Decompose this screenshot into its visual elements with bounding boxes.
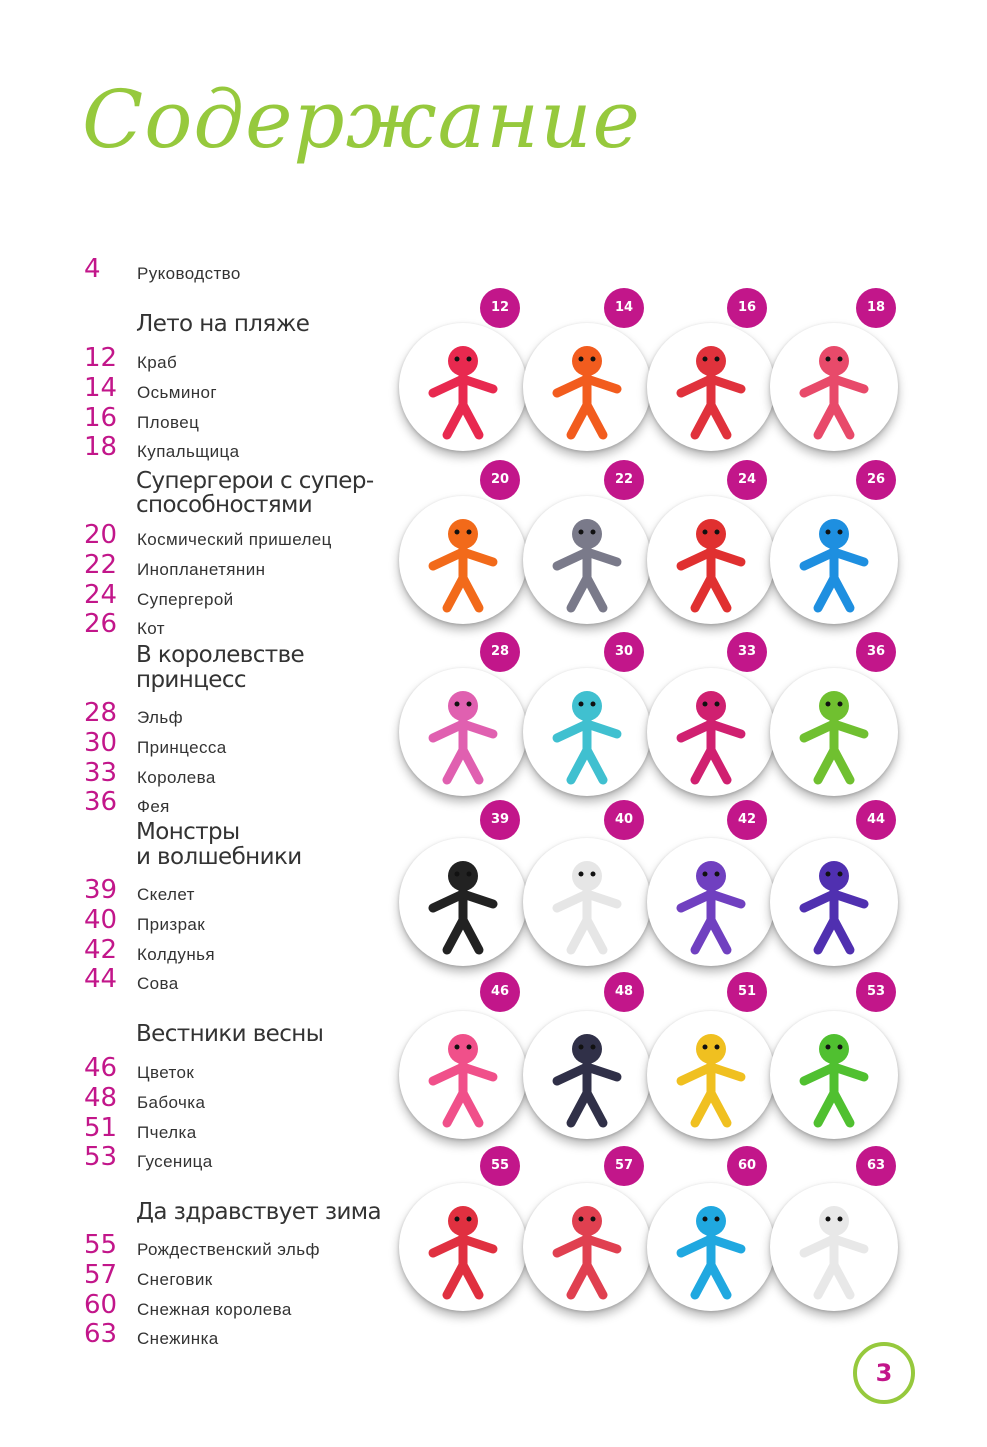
- toc-entry-label: Супергерой: [137, 590, 234, 609]
- thumbnail-page-badge: 57: [604, 1146, 644, 1186]
- project-thumbnail[interactable]: [523, 323, 651, 451]
- thumbnail-page-badge: 44: [856, 800, 896, 840]
- project-thumbnail[interactable]: [647, 323, 775, 451]
- loom-figure-icon: [523, 1011, 651, 1139]
- thumbnail-page-badge: 36: [856, 632, 896, 672]
- toc-page-number: 42: [84, 935, 118, 965]
- thumbnail-page-badge: 42: [727, 800, 767, 840]
- toc-entry-label: Пчелка: [137, 1123, 197, 1142]
- toc-entry-label: Цветок: [137, 1063, 195, 1082]
- toc-section-heading: В королевстве: [136, 642, 305, 668]
- toc-page-number: 44: [84, 964, 118, 994]
- toc-entry-label: Эльф: [137, 708, 184, 727]
- toc-page-number: 39: [84, 875, 118, 905]
- toc-entry-label: Фея: [137, 797, 170, 816]
- project-thumbnail[interactable]: [399, 1011, 527, 1139]
- toc-page-number: 14: [84, 373, 118, 403]
- toc-page-number: 12: [84, 343, 118, 373]
- loom-figure-icon: [770, 668, 898, 796]
- toc-page-number: 55: [84, 1230, 118, 1260]
- loom-figure-icon: [647, 323, 775, 451]
- project-thumbnail[interactable]: [647, 496, 775, 624]
- toc-page-number: 40: [84, 905, 118, 935]
- thumbnail-page-badge: 60: [727, 1146, 767, 1186]
- project-thumbnail[interactable]: [647, 1183, 775, 1311]
- toc-entry-label: Колдунья: [137, 945, 215, 964]
- project-thumbnail[interactable]: [770, 838, 898, 966]
- project-thumbnail[interactable]: [770, 668, 898, 796]
- project-thumbnail[interactable]: [399, 496, 527, 624]
- toc-entry-label: Сова: [137, 974, 179, 993]
- loom-figure-icon: [399, 1183, 527, 1311]
- project-thumbnail[interactable]: [523, 1011, 651, 1139]
- thumbnail-page-badge: 12: [480, 288, 520, 328]
- toc-page-number: 48: [84, 1083, 118, 1113]
- toc-page-number: 57: [84, 1260, 118, 1290]
- loom-figure-icon: [523, 838, 651, 966]
- project-thumbnail[interactable]: [399, 668, 527, 796]
- thumbnail-page-badge: 46: [480, 972, 520, 1012]
- thumbnail-page-badge: 20: [480, 460, 520, 500]
- project-thumbnail[interactable]: [399, 323, 527, 451]
- toc-entry-label: Призрак: [137, 915, 206, 934]
- project-thumbnail[interactable]: [647, 838, 775, 966]
- toc-page-number: 51: [84, 1113, 118, 1143]
- toc-section-heading: Да здравствует зима: [136, 1199, 382, 1225]
- toc-entry-label: Руководство: [137, 264, 241, 283]
- toc-page-number: 16: [84, 403, 118, 433]
- toc-section-heading: Вестники весны: [136, 1021, 324, 1047]
- thumbnail-page-badge: 14: [604, 288, 644, 328]
- project-thumbnail[interactable]: [523, 668, 651, 796]
- toc-entry-label: Бабочка: [137, 1093, 206, 1112]
- thumbnail-page-badge: 63: [856, 1146, 896, 1186]
- toc-entry-label: Осьминог: [137, 383, 218, 402]
- loom-figure-icon: [647, 1011, 775, 1139]
- toc-page-number: 60: [84, 1290, 118, 1320]
- toc-entry-label: Принцесса: [137, 738, 227, 757]
- project-thumbnail[interactable]: [523, 838, 651, 966]
- toc-section-heading: и волшебники: [136, 844, 302, 870]
- thumbnail-page-badge: 39: [480, 800, 520, 840]
- thumbnail-page-badge: 24: [727, 460, 767, 500]
- thumbnail-page-badge: 53: [856, 972, 896, 1012]
- thumbnail-page-badge: 30: [604, 632, 644, 672]
- loom-figure-icon: [523, 323, 651, 451]
- thumbnail-page-badge: 26: [856, 460, 896, 500]
- project-thumbnail[interactable]: [770, 323, 898, 451]
- toc-entry-label: Королева: [137, 768, 216, 787]
- toc-section-heading: Лето на пляже: [136, 311, 310, 337]
- toc-page-number: 28: [84, 698, 118, 728]
- toc-page-number: 24: [84, 580, 118, 610]
- toc-entry-label: Рождественский эльф: [137, 1240, 320, 1259]
- toc-entry-label: Снежинка: [137, 1329, 219, 1348]
- toc-section-heading: принцесс: [136, 667, 246, 693]
- project-thumbnail[interactable]: [770, 1183, 898, 1311]
- loom-figure-icon: [647, 496, 775, 624]
- loom-figure-icon: [770, 496, 898, 624]
- toc-section-heading: Монстры: [136, 819, 240, 845]
- project-thumbnail[interactable]: [770, 496, 898, 624]
- loom-figure-icon: [399, 668, 527, 796]
- thumbnail-page-badge: 18: [856, 288, 896, 328]
- thumbnail-page-badge: 55: [480, 1146, 520, 1186]
- thumbnail-page-badge: 51: [727, 972, 767, 1012]
- toc-page-number: 26: [84, 609, 118, 639]
- project-thumbnail[interactable]: [647, 1011, 775, 1139]
- loom-figure-icon: [647, 838, 775, 966]
- thumbnail-page-badge: 48: [604, 972, 644, 1012]
- toc-page-number: 53: [84, 1142, 118, 1172]
- thumbnail-page-badge: 28: [480, 632, 520, 672]
- project-thumbnail[interactable]: [399, 1183, 527, 1311]
- loom-figure-icon: [399, 323, 527, 451]
- thumbnail-page-badge: 22: [604, 460, 644, 500]
- loom-figure-icon: [770, 838, 898, 966]
- toc-entry-label: Снежная королева: [137, 1300, 292, 1319]
- loom-figure-icon: [399, 1011, 527, 1139]
- loom-figure-icon: [647, 668, 775, 796]
- loom-figure-icon: [770, 1183, 898, 1311]
- toc-entry-label: Краб: [137, 353, 178, 372]
- loom-figure-icon: [523, 668, 651, 796]
- project-thumbnail[interactable]: [399, 838, 527, 966]
- toc-page-number: 4: [84, 254, 101, 284]
- toc-entry-label: Космический пришелец: [137, 530, 332, 549]
- project-thumbnail[interactable]: [647, 668, 775, 796]
- loom-figure-icon: [770, 323, 898, 451]
- toc-entry-label: Гусеница: [137, 1152, 213, 1171]
- thumbnail-page-badge: 33: [727, 632, 767, 672]
- toc-page-number: 33: [84, 758, 118, 788]
- toc-entry-label: Скелет: [137, 885, 195, 904]
- toc-page-number: 20: [84, 520, 118, 550]
- thumbnail-page-badge: 16: [727, 288, 767, 328]
- loom-figure-icon: [399, 496, 527, 624]
- toc-entry-label: Пловец: [137, 413, 200, 432]
- page-number-badge: 3: [853, 1342, 915, 1404]
- toc-section-heading: способностями: [136, 492, 313, 518]
- thumbnail-page-badge: 40: [604, 800, 644, 840]
- toc-entry-label: Снеговик: [137, 1270, 213, 1289]
- project-thumbnail[interactable]: [523, 1183, 651, 1311]
- loom-figure-icon: [770, 1011, 898, 1139]
- toc-page-number: 63: [84, 1319, 118, 1349]
- toc-entry-label: Кот: [137, 619, 165, 638]
- loom-figure-icon: [399, 838, 527, 966]
- toc-entry-label: Инопланетянин: [137, 560, 266, 579]
- loom-figure-icon: [523, 496, 651, 624]
- project-thumbnail[interactable]: [523, 496, 651, 624]
- loom-figure-icon: [647, 1183, 775, 1311]
- toc-page-number: 22: [84, 550, 118, 580]
- page-title: Содержание: [82, 73, 641, 166]
- toc-page-number: 36: [84, 787, 118, 817]
- loom-figure-icon: [523, 1183, 651, 1311]
- toc-page-number: 18: [84, 432, 118, 462]
- toc-page-number: 46: [84, 1053, 118, 1083]
- toc-page-number: 30: [84, 728, 118, 758]
- toc-entry-label: Купальщица: [137, 442, 240, 461]
- toc-section-heading: Супергерои с супер-: [136, 468, 374, 494]
- project-thumbnail[interactable]: [770, 1011, 898, 1139]
